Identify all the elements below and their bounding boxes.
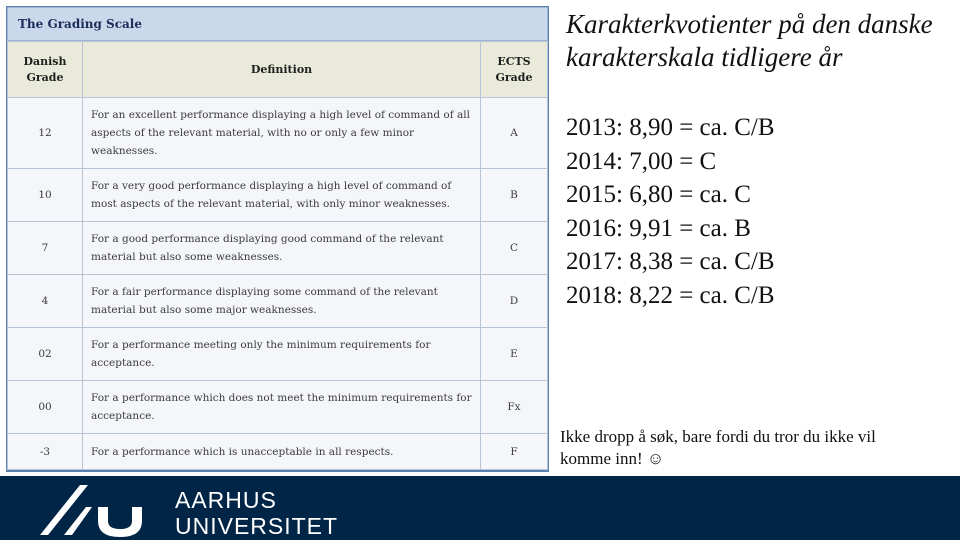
ects-grade-cell: E: [481, 328, 547, 380]
university-name: AARHUS UNIVERSITET: [175, 487, 339, 539]
definition-cell: For a performance which does not meet the minimum requirements for acceptance.: [83, 381, 480, 433]
ects-grade-cell: F: [481, 434, 547, 469]
table-row: [8, 222, 547, 274]
stat-row-2014: 2014: 7,00 = C: [566, 147, 717, 175]
ects-grade-cell: A: [481, 98, 547, 168]
ects-grade-cell: B: [481, 169, 547, 221]
danish-grade-cell: 7: [8, 222, 82, 274]
header-danish-grade: Danish Grade: [8, 42, 82, 97]
definition-cell: For a fair performance displaying some command of the relevant material but also some major weaknesses.: [83, 275, 480, 327]
ects-grade-cell: Fx: [481, 381, 547, 433]
grading-scale-table-panel: [6, 6, 549, 472]
danish-grade-cell: 12: [8, 98, 82, 168]
header-ects-grade: ECTS Grade: [481, 42, 547, 97]
danish-grade-cell: 4: [8, 275, 82, 327]
stat-row-2015: 2015: 6,80 = ca. C: [566, 181, 751, 208]
grading-scale-table: [7, 41, 548, 470]
danish-grade-cell: 00: [8, 381, 82, 433]
grading-scale-title: The Grading Scale: [7, 7, 548, 41]
ects-grade-cell: D: [481, 275, 547, 327]
footer-bar: [0, 476, 960, 540]
definition-cell: For a performance which is unacceptable in all respects.: [83, 434, 480, 469]
stat-row-2016: 2016: 9,91 = ca. B: [566, 214, 751, 242]
slide-title: Karakterkvotienter på den danske karakterskala tidligere år: [566, 9, 933, 72]
encouragement-note: Ikke dropp å søk, bare fordi du tror du ikke vil komme inn! ☺: [560, 427, 876, 468]
definition-cell: For an excellent performance displaying a high level of command of all aspects of the relevant material, with no or only a few minor weaknesses.: [83, 98, 480, 168]
danish-grade-cell: 02: [8, 328, 82, 380]
danish-grade-cell: 10: [8, 169, 82, 221]
yearly-grade-averages: [566, 111, 775, 312]
table-row: [8, 98, 547, 168]
stat-row-2013: 2013: 8,90 = ca. C/B: [566, 114, 775, 141]
table-row: [8, 275, 547, 327]
stat-row-2018: 2018: 8,22 = ca. C/B: [566, 281, 775, 309]
stat-row-2017: 2017: 8,38 = ca. C/B: [566, 248, 775, 275]
danish-grade-cell: -3: [8, 434, 82, 469]
au-logo-icon: [38, 481, 156, 540]
table-row: [8, 434, 547, 469]
header-definition: Definition: [83, 42, 480, 97]
definition-cell: For a good performance displaying good command of the relevant material but also some weaknesses.: [83, 222, 480, 274]
table-header-row: [8, 42, 547, 97]
table-row: [8, 169, 547, 221]
ects-grade-cell: C: [481, 222, 547, 274]
table-row: [8, 381, 547, 433]
definition-cell: For a performance meeting only the minimum requirements for acceptance.: [83, 328, 480, 380]
definition-cell: For a very good performance displaying a high level of command of most aspects of the relevant material, with only minor weaknesses.: [83, 169, 480, 221]
table-row: [8, 328, 547, 380]
